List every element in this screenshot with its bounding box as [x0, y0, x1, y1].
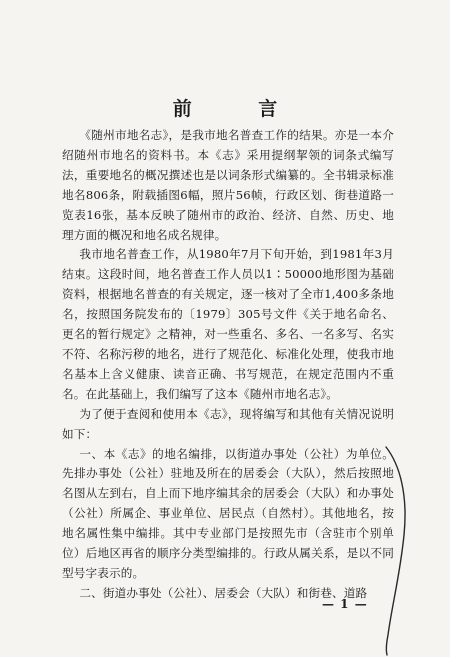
page-number: — 1 —: [322, 597, 368, 611]
paragraph-survey: 我市地名普查工作，从1980年7月下旬开始，到1981年3月结束。这段时间，地名普查工作人员以1∶50000地形图为基础资料，根据地名普查的有关规定，逐一核对了全市1,400多条地名，按照国务院发布的〔1979〕305号文件《关于地名命名、更名的暂行规定》之精神，对一些重名、多名、一名多写、名实不符、名称污秽的地名，进行了规范化、标准化处理，使我市地名基本上含义健康、读音正确、书写规范，在规定范围内不重名。在此基础上，我们编写了这本《随州市地名志》。: [62, 247, 394, 401]
body-text: [62, 126, 394, 604]
pen-stroke-mark: [378, 445, 418, 657]
paragraph-intro: 《随州市地名志》，是我市地名普查工作的结果。亦是一本介绍随州市地名的资料书。本《志》采用提纲挈领的词条式编写法，重要地名的概况撰述也是以词条形式编纂的。全书辑录标准地名806条，附载插图6幅，照片56帧，行政区划、街巷道路一览表16张，基本反映了随州市的政治、经济、自然、历史、地理方面的概况和地名成名规律。: [62, 128, 394, 242]
paragraph-item-one: 一、本《志》的地名编排，以街道办事处（公社）为单位。先排办事处（公社）驻地及所在的居委会（大队），然后按照地名图从左到右，自上而下地序编其余的居委会（大队）和办事处（公社）所属企、事业单位、居民点（自然村）。其他地名，按地名属性集中编排。其中专业部门是按照先市（含驻市个别单位）后地区再省的顺序分类型编排的。行政从属关系，是以不同型号字表示的。: [62, 446, 394, 580]
paragraph-item-two: 二、街道办事处（公社）、居委会（大队）和街巷、道路: [79, 585, 368, 600]
paragraph-usage-note: 为了便于查阅和使用本《志》，现将编写和其他有关情况说明如下：: [62, 406, 394, 441]
page-title: 前 言: [172, 98, 308, 120]
